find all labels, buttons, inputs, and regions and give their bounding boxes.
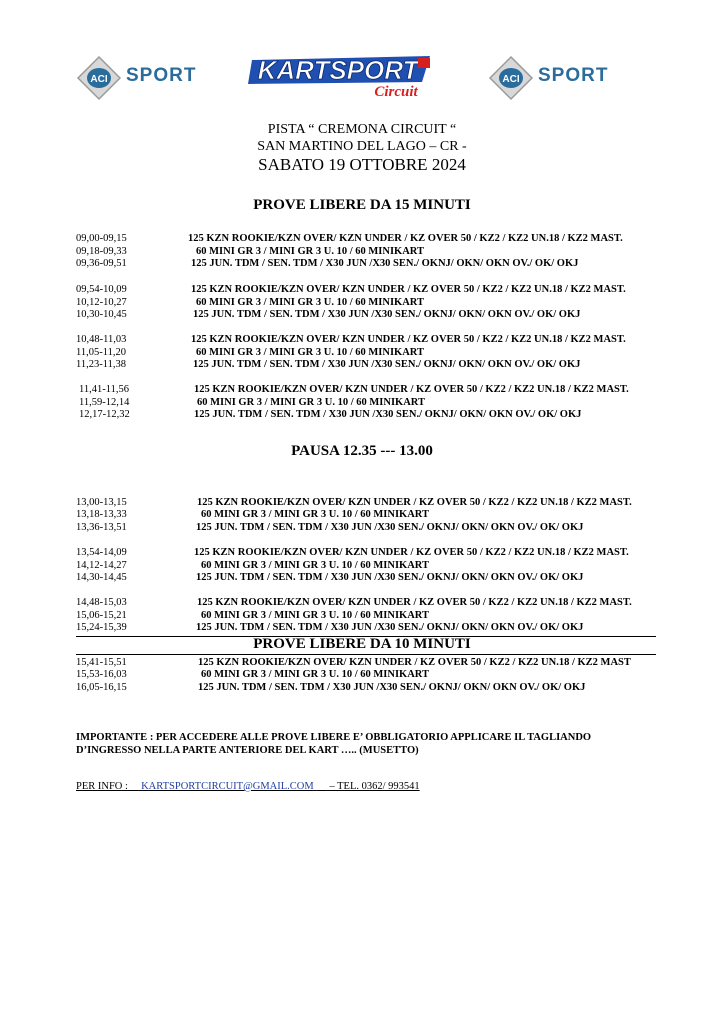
time-slot: 10,12-10,27 <box>76 297 127 308</box>
time-slot: 09,18-09,33 <box>76 246 127 257</box>
section-divider-bottom <box>76 654 656 655</box>
time-slot: 15,41-15,51 <box>76 657 127 668</box>
aci-sport-logo-left <box>76 55 206 103</box>
schedule-row <box>0 284 724 297</box>
category-list: 125 JUN. TDM / SEN. TDM / X30 JUN /X30 SEN./ OKNJ/ OKN/ OKN OV./ OK/ OKJ <box>193 359 581 370</box>
schedule-row <box>0 359 724 372</box>
schedule-row <box>0 334 724 347</box>
section-title-15min: PROVE LIBERE DA 15 MINUTI <box>253 197 471 213</box>
category-list: 125 JUN. TDM / SEN. TDM / X30 JUN /X30 SEN./ OKNJ/ OKN/ OKN OV./ OK/ OKJ <box>196 572 584 583</box>
time-slot: 14,12-14,27 <box>76 560 127 571</box>
kartsport-word: KARTSPORT <box>257 55 419 85</box>
time-slot: 11,23-11,38 <box>76 359 126 370</box>
schedule-row <box>0 509 724 522</box>
svg-text:ACI: ACI <box>502 74 520 85</box>
category-list: 60 MINI GR 3 / MINI GR 3 U. 10 / 60 MINIKART <box>201 610 430 621</box>
category-list: 60 MINI GR 3 / MINI GR 3 U. 10 / 60 MINIKART <box>197 397 426 408</box>
track-location: SAN MARTINO DEL LAGO – CR - <box>257 139 467 154</box>
category-list: 125 KZN ROOKIE/KZN OVER/ KZN UNDER / KZ OVER 50 / KZ2 / KZ2 UN.18 / KZ2 MAST. <box>194 547 629 558</box>
time-slot: 12,17-12,32 <box>79 409 130 420</box>
contact-info <box>76 781 420 792</box>
time-slot: 09,54-10,09 <box>76 284 127 295</box>
phone-number: – TEL. 0362/ 993541 <box>329 781 420 792</box>
schedule-row <box>0 309 724 322</box>
category-list: 125 JUN. TDM / SEN. TDM / X30 JUN /X30 SEN./ OKNJ/ OKN/ OKN OV./ OK/ OKJ <box>193 309 581 320</box>
category-list: 125 JUN. TDM / SEN. TDM / X30 JUN /X30 SEN./ OKNJ/ OKN/ OKN OV./ OK/ OKJ <box>191 258 579 269</box>
time-slot: 09,00-09,15 <box>76 233 127 244</box>
svg-text:ACI: ACI <box>90 74 108 85</box>
category-list: 125 KZN ROOKIE/KZN OVER/ KZN UNDER / KZ OVER 50 / KZ2 / KZ2 UN.18 / KZ2 MAST. <box>197 597 632 608</box>
time-slot: 15,24-15,39 <box>76 622 127 633</box>
aci-sport-logo-right <box>488 55 618 103</box>
category-list: 60 MINI GR 3 / MINI GR 3 U. 10 / 60 MINIKART <box>201 560 430 571</box>
schedule-row <box>0 622 724 635</box>
time-slot: 13,18-13,33 <box>76 509 127 520</box>
schedule-row <box>0 572 724 585</box>
aci-emblem-icon <box>76 55 122 101</box>
aci-sport-word: SPORT <box>126 65 197 86</box>
info-label: PER INFO : <box>76 781 128 792</box>
category-list: 125 KZN ROOKIE/KZN OVER/ KZN UNDER / KZ OVER 50 / KZ2 / KZ2 UN.18 / KZ2 MAST. <box>191 284 626 295</box>
category-list: 125 KZN ROOKIE/KZN OVER/ KZN UNDER / KZ OVER 50 / KZ2 / KZ2 UN.18 / KZ2 MAST. <box>188 233 623 244</box>
category-list: 125 KZN ROOKIE/KZN OVER/ KZN UNDER / KZ OVER 50 / KZ2 / KZ2 UN.18 / KZ2 MAST. <box>197 497 632 508</box>
category-list: 60 MINI GR 3 / MINI GR 3 U. 10 / 60 MINIKART <box>196 246 425 257</box>
schedule-row <box>0 669 724 682</box>
category-list: 60 MINI GR 3 / MINI GR 3 U. 10 / 60 MINIKART <box>201 669 430 680</box>
time-slot: 10,48-11,03 <box>76 334 127 345</box>
category-list: 125 JUN. TDM / SEN. TDM / X30 JUN /X30 SEN./ OKNJ/ OKN/ OKN OV./ OK/ OKJ <box>196 622 584 633</box>
note-line-2: D’INGRESSO NELLA PARTE ANTERIORE DEL KART ….. (MUSETTO) <box>76 745 419 756</box>
schedule-row <box>0 522 724 535</box>
schedule-row <box>0 409 724 422</box>
category-list: 60 MINI GR 3 / MINI GR 3 U. 10 / 60 MINIKART <box>196 347 425 358</box>
aci-emblem-icon <box>488 55 534 101</box>
schedule-row <box>0 384 724 397</box>
time-slot: 11,59-12,14 <box>79 397 130 408</box>
aci-sport-word: SPORT <box>538 65 609 86</box>
category-list: 60 MINI GR 3 / MINI GR 3 U. 10 / 60 MINIKART <box>196 297 425 308</box>
schedule-row <box>0 682 724 695</box>
schedule-row <box>0 233 724 246</box>
kartsport-logo <box>246 52 436 100</box>
circuit-word: Circuit <box>374 84 418 100</box>
time-slot: 13,00-13,15 <box>76 497 127 508</box>
time-slot: 10,30-10,45 <box>76 309 127 320</box>
time-slot: 13,54-14,09 <box>76 547 127 558</box>
schedule-row <box>0 547 724 560</box>
time-slot: 11,05-11,20 <box>76 347 126 358</box>
category-list: 60 MINI GR 3 / MINI GR 3 U. 10 / 60 MINIKART <box>201 509 430 520</box>
category-list: 125 KZN ROOKIE/KZN OVER/ KZN UNDER / KZ OVER 50 / KZ2 / KZ2 UN.18 / KZ2 MAST <box>198 657 631 668</box>
event-date: SABATO 19 OTTOBRE 2024 <box>258 155 466 174</box>
category-list: 125 JUN. TDM / SEN. TDM / X30 JUN /X30 SEN./ OKNJ/ OKN/ OKN OV./ OK/ OKJ <box>198 682 586 693</box>
category-list: 125 JUN. TDM / SEN. TDM / X30 JUN /X30 SEN./ OKNJ/ OKN/ OKN OV./ OK/ OKJ <box>196 522 584 533</box>
important-note <box>76 731 676 757</box>
category-list: 125 KZN ROOKIE/KZN OVER/ KZN UNDER / KZ OVER 50 / KZ2 / KZ2 UN.18 / KZ2 MAST. <box>191 334 626 345</box>
note-line-1: IMPORTANTE : PER ACCEDERE ALLE PROVE LIBERE E’ OBBLIGATORIO APPLICARE IL TAGLIANDO <box>76 732 592 743</box>
time-slot: 13,36-13,51 <box>76 522 127 533</box>
track-name: PISTA “ CREMONA CIRCUIT “ <box>267 122 457 137</box>
schedule-row <box>0 258 724 271</box>
time-slot: 16,05-16,15 <box>76 682 127 693</box>
time-slot: 14,48-15,03 <box>76 597 127 608</box>
time-slot: 14,30-14,45 <box>76 572 127 583</box>
time-slot: 15,06-15,21 <box>76 610 127 621</box>
category-list: 125 JUN. TDM / SEN. TDM / X30 JUN /X30 SEN./ OKNJ/ OKN/ OKN OV./ OK/ OKJ <box>194 409 582 420</box>
time-slot: 09,36-09,51 <box>76 258 127 269</box>
time-slot: 11,41-11,56 <box>79 384 129 395</box>
category-list: 125 KZN ROOKIE/KZN OVER/ KZN UNDER / KZ OVER 50 / KZ2 / KZ2 UN.18 / KZ2 MAST. <box>194 384 629 395</box>
section-title-10min: PROVE LIBERE DA 10 MINUTI <box>253 636 471 652</box>
time-slot: 15,53-16,03 <box>76 669 127 680</box>
schedule-row <box>0 597 724 610</box>
pause-title: PAUSA 12.35 --- 13.00 <box>291 443 433 459</box>
email-link[interactable]: KARTSPORTCIRCUIT@GMAIL.COM <box>141 781 314 792</box>
